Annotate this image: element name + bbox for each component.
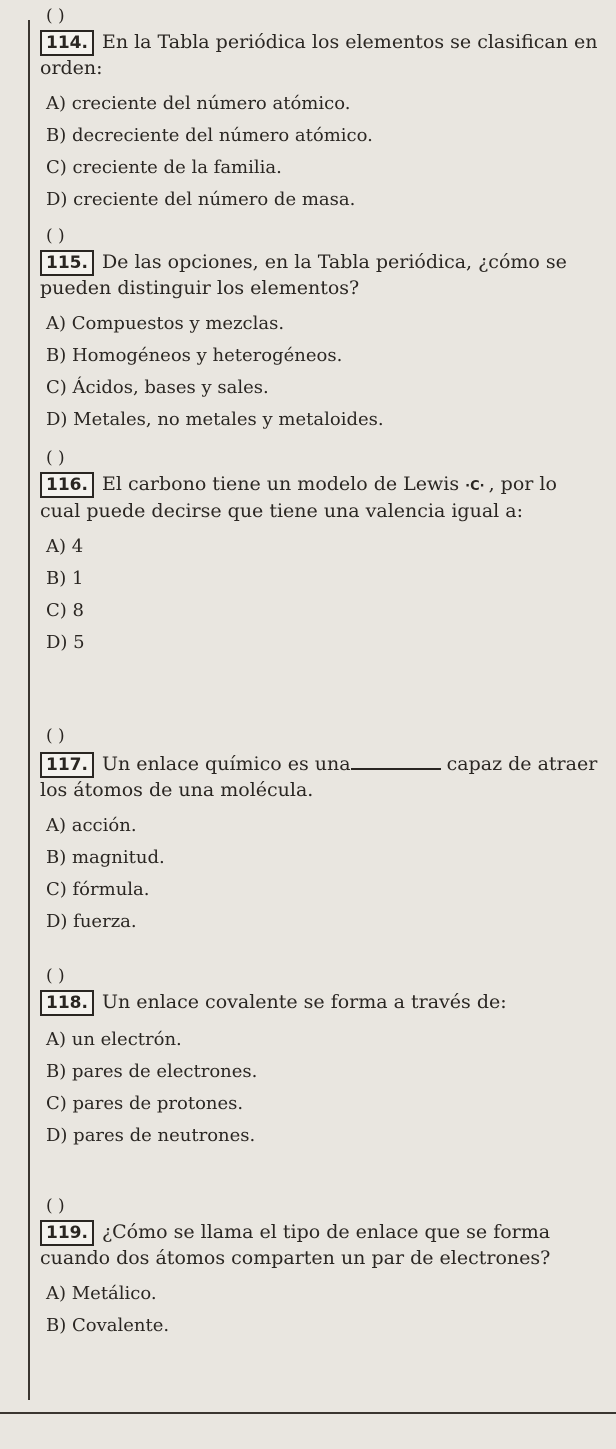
question-stem xyxy=(40,472,600,523)
question-number: 114. xyxy=(40,30,94,56)
question-number: 117. xyxy=(40,752,94,778)
answer-paren[interactable]: ( ) xyxy=(46,448,65,468)
question-text: Un enlace covalente se forma a través de: xyxy=(101,991,507,1013)
options-list xyxy=(40,1278,600,1342)
question-stem xyxy=(40,750,600,802)
answer-paren[interactable]: ( ) xyxy=(46,226,65,246)
question-number: 118. xyxy=(40,990,94,1016)
question-115 xyxy=(40,226,600,436)
option-b[interactable]: B) magnitud. xyxy=(46,847,165,868)
option-a[interactable]: A) Metálico. xyxy=(46,1283,157,1304)
question-117 xyxy=(40,726,600,938)
option-a[interactable]: A) Compuestos y mezclas. xyxy=(46,313,285,334)
options-list xyxy=(40,1024,600,1152)
question-text: Un enlace químico es una xyxy=(101,753,351,775)
options-list xyxy=(40,531,600,659)
question-text: En la Tabla periódica los elementos se clasifican en orden: xyxy=(40,31,598,79)
option-a[interactable]: A) acción. xyxy=(46,815,137,836)
question-116 xyxy=(40,448,600,659)
question-number: 115. xyxy=(40,250,94,276)
option-a[interactable]: A) 4 xyxy=(46,536,84,557)
question-text-continued: capaz de atraer los átomos de una molécula. xyxy=(40,753,598,801)
option-a[interactable]: A) un electrón. xyxy=(46,1029,182,1050)
question-text: El carbono tiene un modelo de Lewis xyxy=(101,473,460,495)
option-b[interactable]: B) Homogéneos y heterogéneos. xyxy=(46,345,343,366)
option-c[interactable]: C) Ácidos, bases y sales. xyxy=(46,377,269,398)
option-b[interactable]: B) decreciente del número atómico. xyxy=(46,125,373,146)
fill-in-blank[interactable] xyxy=(351,750,441,770)
option-b[interactable]: B) 1 xyxy=(46,568,84,589)
bottom-rule xyxy=(0,1412,616,1414)
option-d[interactable]: D) pares de neutrones. xyxy=(46,1125,256,1146)
options-list xyxy=(40,308,600,436)
answer-paren[interactable]: ( ) xyxy=(46,726,65,746)
option-b[interactable]: B) pares de electrones. xyxy=(46,1061,258,1082)
question-text-continued: , por lo cual puede decirse que tiene una valencia igual a: xyxy=(40,473,557,522)
question-stem xyxy=(40,30,600,80)
question-number: 116. xyxy=(40,472,94,498)
option-c[interactable]: C) creciente de la familia. xyxy=(46,157,282,178)
margin-line xyxy=(28,20,30,1400)
option-c[interactable]: C) 8 xyxy=(46,600,84,621)
lewis-structure: ·C· xyxy=(465,479,485,494)
option-c[interactable]: C) pares de protones. xyxy=(46,1093,244,1114)
question-119 xyxy=(40,1196,600,1342)
option-d[interactable]: D) 5 xyxy=(46,632,85,653)
question-number: 119. xyxy=(40,1220,94,1246)
options-list xyxy=(40,810,600,938)
option-a[interactable]: A) creciente del número atómico. xyxy=(46,93,351,114)
question-stem xyxy=(40,250,600,300)
question-text: ¿Cómo se llama el tipo de enlace que se forma cuando dos átomos comparten un par de electrones? xyxy=(40,1221,551,1269)
question-114 xyxy=(40,6,600,216)
option-b[interactable]: B) Covalente. xyxy=(46,1315,170,1336)
question-118 xyxy=(40,966,600,1152)
question-text: De las opciones, en la Tabla periódica, ¿cómo se pueden distinguir los elementos? xyxy=(40,251,567,299)
options-list xyxy=(40,88,600,216)
question-stem xyxy=(40,1220,600,1270)
option-d[interactable]: D) creciente del número de masa. xyxy=(46,189,356,210)
question-stem xyxy=(40,990,600,1016)
answer-paren[interactable]: ( ) xyxy=(46,6,65,26)
answer-paren[interactable]: ( ) xyxy=(46,1196,65,1216)
option-d[interactable]: D) Metales, no metales y metaloides. xyxy=(46,409,384,430)
answer-paren[interactable]: ( ) xyxy=(46,966,65,986)
option-c[interactable]: C) fórmula. xyxy=(46,879,150,900)
option-d[interactable]: D) fuerza. xyxy=(46,911,137,932)
